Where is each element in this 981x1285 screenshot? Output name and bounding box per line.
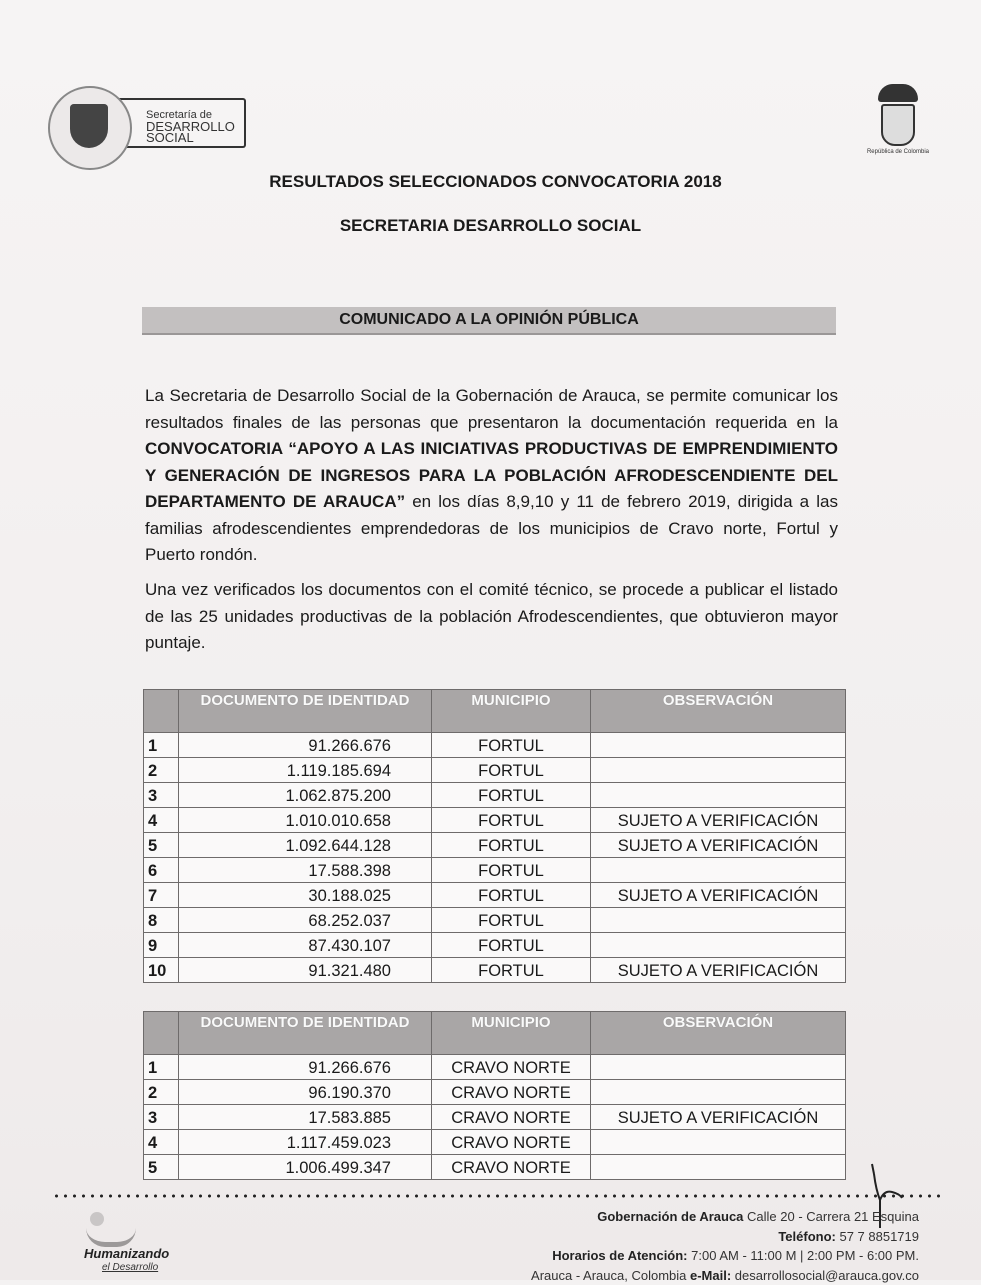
document-id: 1.062.875.200 bbox=[179, 783, 432, 808]
row-number: 1 bbox=[144, 1055, 179, 1080]
municipio: FORTUL bbox=[432, 833, 591, 858]
table-row bbox=[144, 783, 846, 808]
document-id: 91.266.676 bbox=[179, 1055, 432, 1080]
intro-paragraph bbox=[145, 383, 838, 569]
municipio: FORTUL bbox=[432, 958, 591, 983]
observacion: SUJETO A VERIFICACIÓN bbox=[591, 958, 846, 983]
document-id: 30.188.025 bbox=[179, 883, 432, 908]
document-id: 96.190.370 bbox=[179, 1080, 432, 1105]
table-row bbox=[144, 1130, 846, 1155]
row-number: 4 bbox=[144, 1130, 179, 1155]
observacion bbox=[591, 933, 846, 958]
observacion: SUJETO A VERIFICACIÓN bbox=[591, 1105, 846, 1130]
observacion: SUJETO A VERIFICACIÓN bbox=[591, 833, 846, 858]
logo-line1: Secretaría de bbox=[146, 110, 235, 121]
footer-contact-info bbox=[531, 1207, 919, 1285]
intro-bold-text: CONVOCATORIA “APOYO A LAS INICIATIVAS PRODUCTIVAS DE EMPRENDIMIENTO Y GENERACIÓN DE INGRESOS PARA LA POBLACIÓN AFRODESCENDIENTE DEL DEPARTAMENTO DE ARAUCA” bbox=[145, 439, 838, 511]
hours-label: Horarios de Atención: bbox=[552, 1248, 687, 1263]
logo-name: Humanizando bbox=[84, 1246, 169, 1261]
results-table-cravo-norte bbox=[143, 1011, 846, 1180]
page-title: RESULTADOS SELECCIONADOS CONVOCATORIA 2018 bbox=[0, 172, 981, 192]
row-number: 5 bbox=[144, 833, 179, 858]
row-number: 10 bbox=[144, 958, 179, 983]
col-header-municipio: MUNICIPIO bbox=[432, 690, 591, 733]
footer-hours-line bbox=[531, 1246, 919, 1266]
page-subtitle: SECRETARIA DESARROLLO SOCIAL bbox=[0, 216, 981, 236]
address: Calle 20 - Carrera 21 Esquina bbox=[743, 1209, 919, 1224]
col-header-municipio: MUNICIPIO bbox=[432, 1012, 591, 1055]
table-row bbox=[144, 1055, 846, 1080]
email-label: e-Mail: bbox=[690, 1268, 731, 1283]
colombia-coat-of-arms-icon bbox=[860, 84, 936, 166]
col-header-observacion: OBSERVACIÓN bbox=[591, 1012, 846, 1055]
table-row bbox=[144, 858, 846, 883]
logo-subname: el Desarrollo bbox=[102, 1262, 158, 1273]
document-id: 91.321.480 bbox=[179, 958, 432, 983]
logo-line3: SOCIAL bbox=[146, 132, 235, 143]
table-row bbox=[144, 1080, 846, 1105]
row-number: 9 bbox=[144, 933, 179, 958]
municipio: FORTUL bbox=[432, 883, 591, 908]
table-row bbox=[144, 758, 846, 783]
email-link[interactable]: desarrollosocial@arauca.gov.co bbox=[731, 1268, 919, 1283]
municipio: CRAVO NORTE bbox=[432, 1080, 591, 1105]
row-number: 8 bbox=[144, 908, 179, 933]
municipio: FORTUL bbox=[432, 758, 591, 783]
table-row bbox=[144, 1105, 846, 1130]
footer-phone-line bbox=[531, 1227, 919, 1247]
humanizando-logo bbox=[84, 1210, 204, 1276]
secretaria-logo bbox=[48, 86, 248, 166]
row-number: 1 bbox=[144, 733, 179, 758]
col-header-document: DOCUMENTO DE IDENTIDAD bbox=[179, 1012, 432, 1055]
results-table-fortul bbox=[143, 689, 846, 983]
observacion bbox=[591, 758, 846, 783]
municipio: FORTUL bbox=[432, 733, 591, 758]
document-id: 17.588.398 bbox=[179, 858, 432, 883]
footer-divider bbox=[52, 1194, 944, 1198]
document-id: 1.006.499.347 bbox=[179, 1155, 432, 1180]
table-row bbox=[144, 1155, 846, 1180]
document-id: 1.119.185.694 bbox=[179, 758, 432, 783]
observacion: SUJETO A VERIFICACIÓN bbox=[591, 883, 846, 908]
hours: 7:00 AM - 11:00 M | 2:00 PM - 6:00 PM. bbox=[688, 1248, 919, 1263]
logo-label bbox=[146, 110, 235, 143]
observacion bbox=[591, 1080, 846, 1105]
coat-of-arms-seal-icon bbox=[48, 86, 132, 170]
municipio: FORTUL bbox=[432, 808, 591, 833]
intro-text-2: en los días 8,9,10 y 11 de febrero 2019, dirigida a las familias afrodescendientes emprendedoras de los municipios de Cravo norte, Fortul y Puerto rondón. bbox=[145, 492, 838, 564]
table-row bbox=[144, 908, 846, 933]
republica-caption: República de Colombia bbox=[860, 149, 936, 155]
observacion bbox=[591, 908, 846, 933]
footer-email-line bbox=[531, 1266, 919, 1285]
table-row bbox=[144, 833, 846, 858]
phone: 57 7 8851719 bbox=[836, 1229, 919, 1244]
document-id: 1.092.644.128 bbox=[179, 833, 432, 858]
logo-line2: DESARROLLO bbox=[146, 121, 235, 132]
municipio: FORTUL bbox=[432, 933, 591, 958]
observacion bbox=[591, 783, 846, 808]
col-header-number bbox=[144, 690, 179, 733]
document-id: 1.117.459.023 bbox=[179, 1130, 432, 1155]
municipio: FORTUL bbox=[432, 783, 591, 808]
footer-address-line bbox=[531, 1207, 919, 1227]
row-number: 2 bbox=[144, 758, 179, 783]
document-id: 87.430.107 bbox=[179, 933, 432, 958]
row-number: 5 bbox=[144, 1155, 179, 1180]
col-header-document: DOCUMENTO DE IDENTIDAD bbox=[179, 690, 432, 733]
row-number: 3 bbox=[144, 783, 179, 808]
row-number: 4 bbox=[144, 808, 179, 833]
observacion bbox=[591, 858, 846, 883]
observacion: SUJETO A VERIFICACIÓN bbox=[591, 808, 846, 833]
row-number: 2 bbox=[144, 1080, 179, 1105]
municipio: FORTUL bbox=[432, 908, 591, 933]
municipio: CRAVO NORTE bbox=[432, 1055, 591, 1080]
document-id: 91.266.676 bbox=[179, 733, 432, 758]
col-header-number bbox=[144, 1012, 179, 1055]
row-number: 6 bbox=[144, 858, 179, 883]
row-number: 7 bbox=[144, 883, 179, 908]
document-id: 17.583.885 bbox=[179, 1105, 432, 1130]
observacion bbox=[591, 1055, 846, 1080]
table-row bbox=[144, 733, 846, 758]
observacion bbox=[591, 733, 846, 758]
col-header-observacion: OBSERVACIÓN bbox=[591, 690, 846, 733]
municipio: CRAVO NORTE bbox=[432, 1130, 591, 1155]
observacion bbox=[591, 1155, 846, 1180]
document-id: 1.010.010.658 bbox=[179, 808, 432, 833]
org-name: Gobernación de Arauca bbox=[597, 1209, 743, 1224]
table-row bbox=[144, 958, 846, 983]
municipio: CRAVO NORTE bbox=[432, 1155, 591, 1180]
table-row bbox=[144, 933, 846, 958]
verification-paragraph: Una vez verificados los documentos con el comité técnico, se procede a publicar el listado de las 25 unidades productivas de la población Afrodescendientes, que obtuvieron mayor puntaje. bbox=[145, 577, 838, 657]
phone-label: Teléfono: bbox=[778, 1229, 836, 1244]
municipio: FORTUL bbox=[432, 858, 591, 883]
table-row bbox=[144, 808, 846, 833]
section-banner: COMUNICADO A LA OPINIÓN PÚBLICA bbox=[142, 307, 836, 335]
document-id: 68.252.037 bbox=[179, 908, 432, 933]
intro-text-1: La Secretaria de Desarrollo Social de la Gobernación de Arauca, se permite comunicar los resultados finales de las personas que presentaron la documentación requerida en la bbox=[145, 386, 838, 432]
row-number: 3 bbox=[144, 1105, 179, 1130]
municipio: CRAVO NORTE bbox=[432, 1105, 591, 1130]
observacion bbox=[591, 1130, 846, 1155]
people-figure-icon bbox=[86, 1210, 136, 1244]
city: Arauca - Arauca, Colombia bbox=[531, 1268, 690, 1283]
table-row bbox=[144, 883, 846, 908]
